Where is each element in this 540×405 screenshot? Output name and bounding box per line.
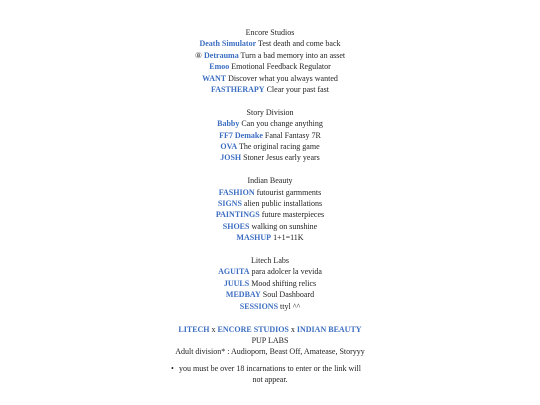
- item-link-medbay[interactable]: MEDBAY: [225, 290, 261, 300]
- item-description: Turn a bad memory into an asset: [240, 50, 346, 60]
- item-description: Test death and come back: [258, 39, 341, 49]
- collab-separator: x: [290, 324, 295, 334]
- item-link-fashion[interactable]: FASHION: [218, 187, 255, 197]
- section-title-encore-studios: Encore Studios: [245, 28, 295, 37]
- list-item: [0, 278, 540, 289]
- bullet-icon: •: [171, 363, 174, 373]
- list-item: [0, 198, 540, 209]
- item-description: futourist garmments: [256, 187, 322, 197]
- item-description: ttyl ^^: [280, 301, 301, 311]
- item-link-want[interactable]: WANT: [202, 73, 227, 83]
- collab-link-indian-beauty[interactable]: INDIAN BEAUTY: [296, 324, 362, 334]
- item-link-josh[interactable]: JOSH: [220, 153, 242, 163]
- item-link-death-simulator[interactable]: Death Simulator: [199, 39, 257, 49]
- list-item: [0, 73, 540, 84]
- item-description: Mood shifting relics: [251, 278, 317, 288]
- item-link-emoo[interactable]: Emoo: [209, 62, 230, 72]
- list-item: [0, 266, 540, 277]
- list-item: [0, 152, 540, 163]
- item-link-ova[interactable]: OVA: [220, 142, 238, 152]
- item-link-aguita[interactable]: AGUITA: [218, 267, 250, 277]
- item-link-signs[interactable]: SIGNS: [217, 199, 242, 209]
- collab-line: [0, 324, 540, 335]
- collab-link-encore-studios[interactable]: ENCORE STUDIOS: [217, 324, 289, 334]
- item-link-detrauma[interactable]: Detrauma: [204, 50, 239, 60]
- item-description: Discover what you always wanted: [228, 73, 338, 83]
- item-description: Can you change anything: [241, 119, 323, 129]
- item-link-juuls[interactable]: JUULS: [223, 278, 250, 288]
- list-item: [0, 232, 540, 243]
- item-link-sessions[interactable]: SESSIONS: [239, 301, 279, 311]
- app-icon: ⑧: [194, 50, 203, 60]
- list-item: [0, 61, 540, 72]
- item-link-fastherapy[interactable]: FASTHERAPY: [210, 85, 265, 95]
- item-description: The original racing game: [238, 142, 320, 152]
- list-item: [0, 221, 540, 232]
- section-title-litech-labs: Litech Labs: [251, 256, 289, 266]
- item-link-mashup[interactable]: MASHUP: [236, 233, 272, 243]
- collab-link-litech[interactable]: LITECH: [178, 324, 210, 334]
- item-description: walking on sunshine: [251, 221, 318, 231]
- item-description: Soul Dashboard: [262, 290, 315, 300]
- list-item: [0, 187, 540, 198]
- notes-list: [171, 363, 365, 386]
- list-item: [0, 141, 540, 152]
- section-title-indian-beauty: Indian Beauty: [247, 176, 293, 186]
- item-description: Emotional Feedback Regulator: [231, 62, 331, 72]
- note-item: [171, 363, 365, 386]
- section-spacer: [0, 244, 540, 255]
- item-description: Stoner Jesus early years: [243, 153, 320, 163]
- item-link-paintings[interactable]: PAINTINGS: [215, 210, 260, 220]
- collab-separator: x: [211, 324, 216, 334]
- item-description: alien public installations: [243, 199, 323, 209]
- item-description: 1+1=11K: [273, 233, 304, 243]
- list-item: [0, 130, 540, 141]
- section-title-story-division: Story Division: [246, 107, 294, 117]
- section-spacer: [0, 312, 540, 323]
- item-link-ff7-demake[interactable]: FF7 Demake: [219, 130, 263, 140]
- item-link-shoes[interactable]: SHOES: [222, 221, 250, 231]
- section-spacer: [0, 164, 540, 175]
- list-item: [0, 84, 540, 95]
- adult-division-text: Adult division* : Audioporn, Beast Off, Amatease, Storyyy: [175, 347, 365, 357]
- list-item: [0, 301, 540, 312]
- list-item: [0, 209, 540, 220]
- item-description: future masterpieces: [261, 210, 325, 220]
- section-spacer: [0, 95, 540, 106]
- list-item: [0, 118, 540, 129]
- list-item: [0, 289, 540, 300]
- note-text: you must be over 18 incarnations to enter or the link will not appear.: [179, 363, 361, 385]
- list-item: [0, 38, 540, 49]
- pup-labs-heading: PUP LABS: [251, 335, 289, 345]
- item-description: para adolcer la vevida: [251, 267, 322, 277]
- list-item: [0, 50, 540, 61]
- item-link-babby[interactable]: Babby: [217, 119, 240, 129]
- item-description: Clear your past fast: [266, 85, 330, 95]
- item-description: Fanal Fantasy 7R: [264, 130, 321, 140]
